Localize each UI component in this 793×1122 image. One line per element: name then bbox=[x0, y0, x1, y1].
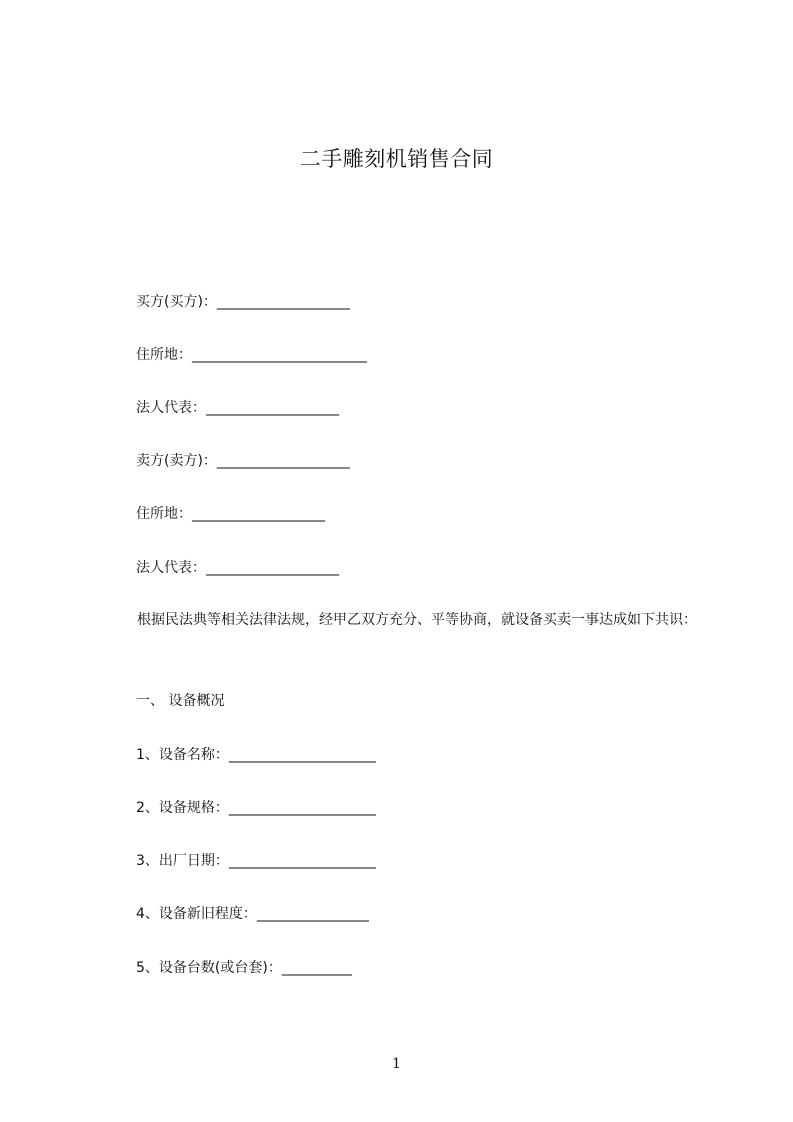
equipment-name-field: 1、设备名称：_____________________ bbox=[136, 747, 376, 763]
intro-paragraph: 根据民法典等相关法律法规，经甲乙双方充分、平等协商，就设备买卖一事达成如下共识： bbox=[137, 612, 697, 628]
page-number: 1 bbox=[392, 1056, 401, 1072]
manufacture-date-field: 3、出厂日期：_____________________ bbox=[136, 853, 376, 869]
equipment-condition-field: 4、设备新旧程度：________________ bbox=[136, 906, 369, 922]
seller-name-field: 卖方(卖方)：___________________ bbox=[136, 453, 350, 469]
buyer-name-field: 买方(买方)：___________________ bbox=[136, 294, 350, 310]
equipment-quantity-field: 5、设备台数(或台套)：__________ bbox=[136, 960, 352, 976]
seller-legal-rep-field: 法人代表：___________________ bbox=[136, 560, 339, 576]
equipment-spec-field: 2、设备规格：_____________________ bbox=[136, 800, 376, 816]
document-title: 二手雕刻机销售合同 bbox=[299, 147, 494, 171]
buyer-address-field: 住所地：_________________________ bbox=[136, 347, 367, 363]
seller-address-field: 住所地：___________________ bbox=[136, 506, 325, 522]
section-heading: 一、 设备概况 bbox=[136, 693, 225, 709]
buyer-legal-rep-field: 法人代表：___________________ bbox=[136, 400, 339, 416]
